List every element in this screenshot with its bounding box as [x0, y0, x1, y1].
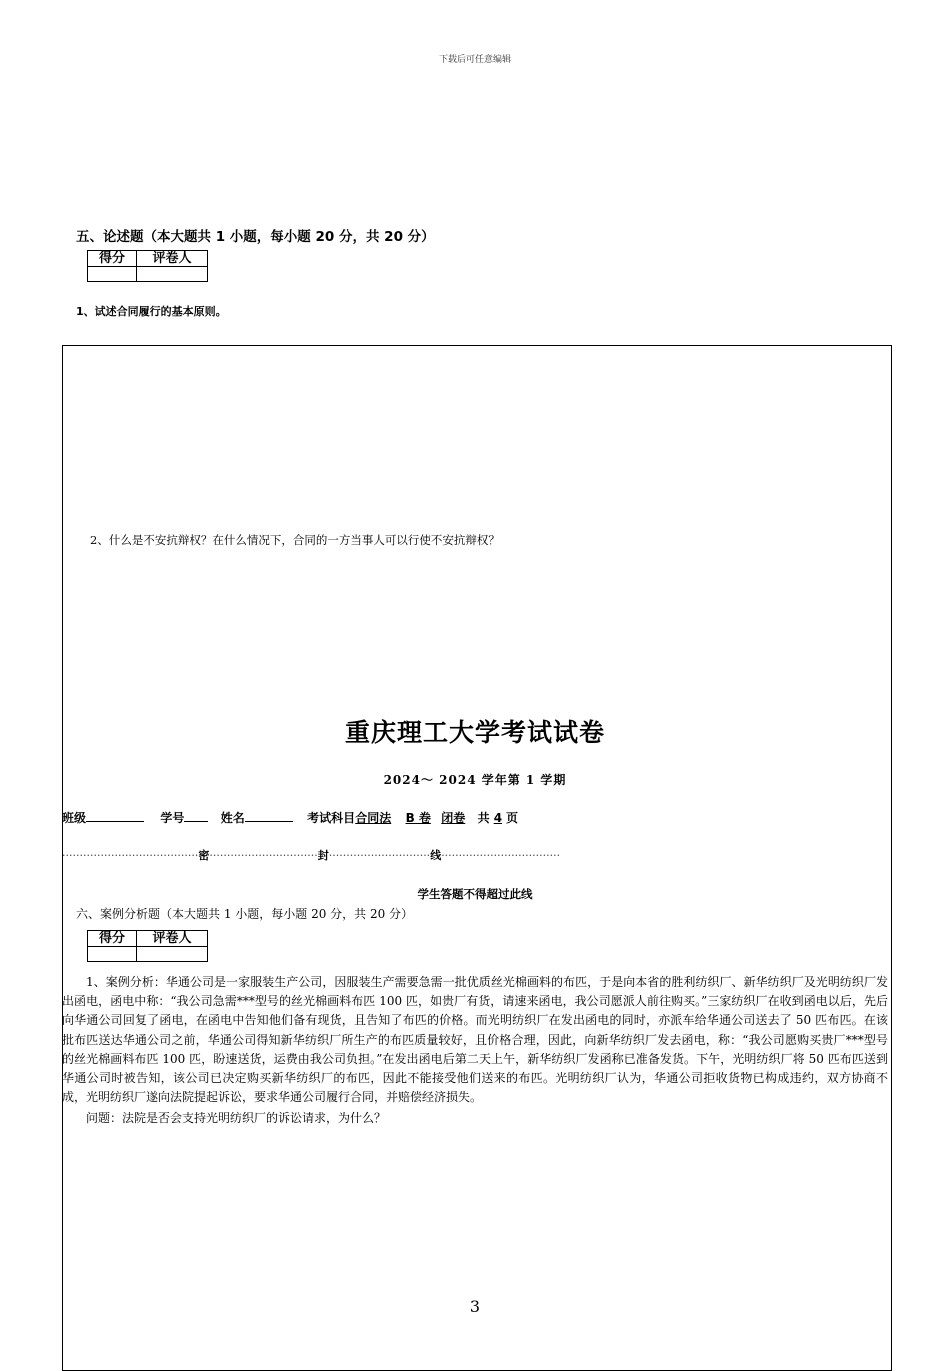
score-cell[interactable]: [88, 947, 137, 962]
question-1: 1、试述合同履行的基本原则。: [76, 305, 227, 318]
student-id-blank[interactable]: [184, 809, 208, 822]
seal-line: ·······································密·······························封·····························线··································: [62, 849, 561, 862]
question-2: 2、什么是不安抗辩权？在什么情况下，合同的一方当事人可以行使不安抗辩权？: [90, 533, 500, 547]
grader-cell[interactable]: [137, 267, 208, 282]
seal-mi: 密: [198, 849, 210, 862]
grader-cell[interactable]: [137, 947, 208, 962]
score-table-section6: [87, 930, 208, 962]
exam-title: 重庆理工大学考试试卷: [344, 718, 605, 747]
score-cell[interactable]: [88, 267, 137, 282]
score-header: 得分: [88, 931, 137, 947]
pages-prefix: 共: [477, 811, 490, 825]
subject-value: 合同法: [355, 811, 392, 825]
case-text: 1、案例分析：华通公司是一家服装生产公司，因服装生产需要急需一批优质丝光棉画料的布匹，于是向本省的胜利纺织厂、新华纺织厂及光明纺织厂发出函电，函电中称：“我公司急需***型号的丝光棉画料布匹 100 匹，如贵厂有货，请速来函电，我公司愿派人前往购买。”三家纺织厂在收到函电以后，先后向华通公司回复了函电，在函电中告知他们备有现货，且告知了布匹的价格。而光明纺织厂在发出函电的同时，亦派车给华通公司送去了 50 匹布匹。在该批布匹送达华通公司之前，华通公司得知新华纺织厂所生产的布匹质量较好，且价格合理，因此，向新华纺织厂发去函电，称：“我公司愿购买贵厂***型号的丝光棉画料布匹 100 匹，盼速送货，运费由我公司负担。”在发出函电后第二天上午，新华纺织厂发函称已准备发货。下午，光明纺织厂将 50 匹布匹送到华通公司时被告知，该公司已决定购买新华纺织厂的布匹，因此不能接受他们送来的布匹。光明纺织厂认为，华通公司拒收货物已构成违约，双方协商不成，光明纺织厂遂向法院提起诉讼，要求华通公司履行合同，并赔偿经济损失。: [62, 975, 888, 1105]
subject-label: 考试科目: [307, 811, 356, 825]
closed-book: 闭卷: [441, 811, 466, 825]
case-question: 问题：法院是否会支持光明纺织厂的诉讼请求，为什么？: [86, 1111, 387, 1126]
pages-value: 4: [493, 811, 503, 825]
grader-header: 评卷人: [137, 251, 208, 267]
name-label: 姓名: [220, 811, 245, 825]
seal-xian: 线: [430, 849, 442, 862]
class-label: 班级: [62, 811, 87, 825]
warning-text: 学生答题不得超过此线: [417, 887, 533, 901]
section5-title: 五、论述题（本大题共 1 小题，每小题 20 分，共 20 分）: [76, 229, 435, 245]
score-table-section5: [87, 250, 208, 282]
seal-feng: 封: [317, 849, 329, 862]
student-info-line: [62, 809, 518, 826]
grader-header: 评卷人: [137, 931, 208, 947]
name-blank[interactable]: [245, 809, 293, 822]
section6-title: 六、案例分析题（本大题共 1 小题，每小题 20 分，共 20 分）: [76, 907, 414, 921]
score-header: 得分: [88, 251, 137, 267]
case-analysis: [62, 973, 888, 1129]
header-note: 下载后可任意编辑: [438, 55, 511, 65]
exam-term: 2024～ 2024 学年第 1 学期: [383, 773, 567, 787]
page-number: 3: [469, 1297, 481, 1316]
pages-suffix: 页: [506, 811, 519, 825]
paper-label: B 卷: [405, 811, 431, 825]
student-id-label: 学号: [160, 811, 185, 825]
class-blank[interactable]: [86, 809, 144, 822]
